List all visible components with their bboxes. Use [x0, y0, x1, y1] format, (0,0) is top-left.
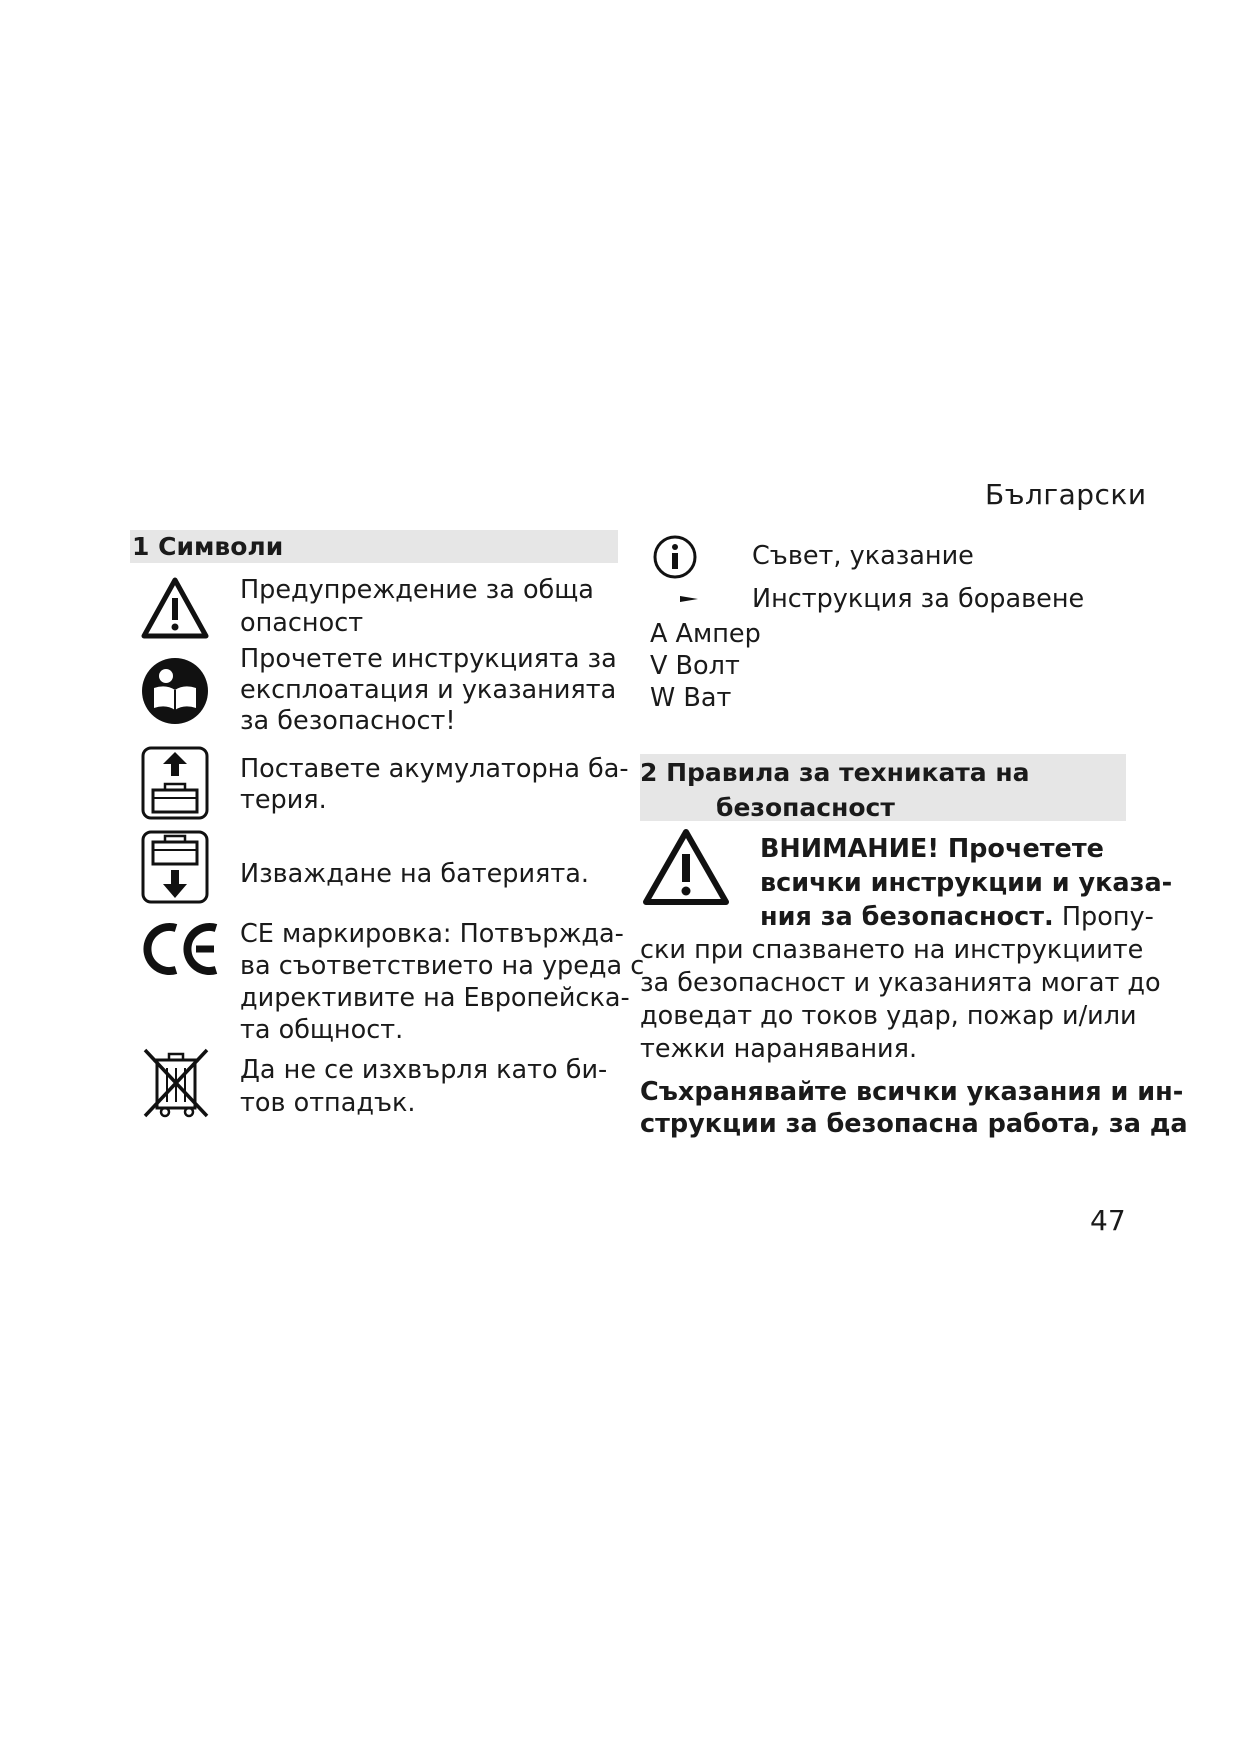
page-number: 47 [1090, 1204, 1126, 1237]
safety-warning-icon [640, 826, 732, 910]
symbol-text-remove-battery: Изваждане на батерията. [240, 859, 589, 889]
info-icon [652, 534, 698, 580]
symbol-text-ce-mark: CE маркировка: Потвържда- ва съответствието на уреда с директивите на Европейска- та общност. [240, 919, 645, 1045]
section-1-heading: 1 Символи [130, 530, 618, 563]
tip-label: Съвет, указание [752, 541, 974, 571]
symbol-text-crossed-bin: Да не се изхвърля като би- тов отпадък. [240, 1055, 608, 1118]
symbol-text-insert-battery: Поставете акумулаторна ба- терия. [240, 754, 629, 815]
save-instructions: Съхранявайте всички указания и ин- струкции за безопасна работа, за да [640, 1077, 1188, 1139]
general-warning-icon [140, 576, 210, 642]
read-manual-icon [140, 656, 210, 726]
instruction-label: Инструкция за боравене [752, 584, 1085, 614]
unit-watt: W Ват [650, 683, 732, 713]
units-list [650, 618, 761, 714]
unit-volt: V Волт [650, 651, 740, 681]
warning-body: ски при спазването на инструкциите за безопасност и указанията могат до доведат до токов удар, пожар и/или тежки наранявания. [640, 935, 1161, 1064]
insert-battery-icon [141, 746, 209, 820]
symbol-text-read-manual: Прочетете инструкцията за експлоатация и указанията за безопасност! [240, 644, 617, 736]
language-label: Български [985, 478, 1147, 511]
unit-ampere: A Ампер [650, 619, 761, 649]
warning-heading: ВНИМАНИЕ! Прочетете всички инструкции и указа- ния за безопасност. Пропу- [760, 834, 1173, 932]
arrow-bullet-icon [680, 594, 698, 604]
remove-battery-icon [141, 830, 209, 904]
symbol-text-general-warning: Предупреждение за обща опасност [240, 575, 594, 638]
section-2-heading: 2 Правила за техниката на безопасност [640, 754, 1126, 821]
ce-mark-icon [140, 920, 220, 978]
crossed-bin-icon [141, 1046, 211, 1120]
